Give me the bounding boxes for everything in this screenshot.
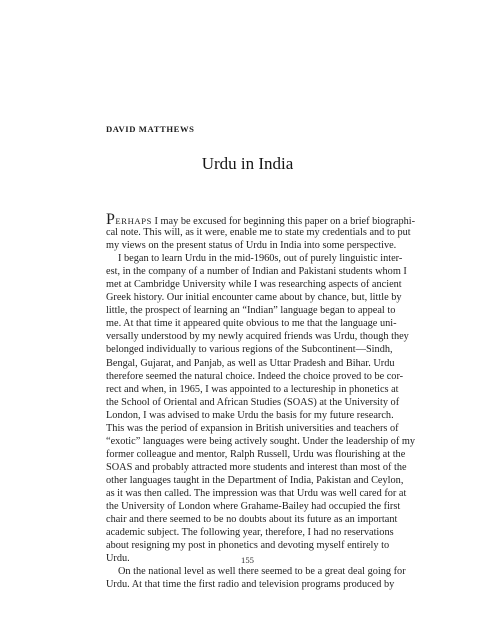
- body-line-25: academic subject. The following year, therefore, I had no reservations: [106, 527, 394, 539]
- body-line-5: est, in the company of a number of Indian and Pakistani students whom I: [106, 266, 407, 278]
- body-line-16: London, I was advised to make Urdu the basis for my future research.: [106, 409, 394, 421]
- body-line-29: Urdu. At that time the first radio and television programs produced by: [106, 579, 395, 591]
- page-number: 155: [241, 555, 254, 565]
- body-line-17: This was the period of expansion in British universities and teachers of: [106, 422, 399, 434]
- body-line-9: me. At that time it appeared quite obvious to me that the language uni-: [106, 318, 397, 330]
- body-line-10: versally understood by my newly acquired friends was Urdu, though they: [106, 331, 409, 343]
- body-line-1-text: I may be excused for beginning this paper on a brief biographi-: [151, 216, 416, 227]
- body-line-14: rect and when, in 1965, I was appointed to a lectureship in phonetics at: [106, 383, 399, 395]
- body-line-2: cal note. This will, as it were, enable me to state my credentials and to put: [106, 227, 411, 239]
- body-line-4: I began to learn Urdu in the mid-1960s, out of purely linguistic inter-: [118, 253, 403, 265]
- body-line-3: my views on the present status of Urdu in India into some perspective.: [106, 240, 397, 252]
- body-line-27: Urdu.: [106, 553, 130, 565]
- body-line-15: the School of Oriental and African Studies (SOAS) at the University of: [106, 396, 400, 408]
- body-line-13: therefore seemed the natural choice. Indeed the choice proved to be cor-: [106, 370, 404, 382]
- article-body: [106, 211, 416, 591]
- body-line-26: about resigning my post in phonetics and devoting myself entirely to: [106, 540, 390, 552]
- opening-initial: P: [106, 211, 116, 228]
- article-title: Urdu in India: [201, 154, 294, 173]
- body-line-11: belonged individually to various regions of the Subcontinent—Sindh,: [106, 344, 393, 356]
- body-line-12: Bengal, Gujarat, and Panjab, as well as Uttar Pradesh and Bihar. Urdu: [106, 357, 395, 369]
- body-line-18: “exotic” languages were being actively sought. Under the leadership of my: [106, 435, 416, 447]
- body-line-24: chair and there seemed to be no doubts about its future as an important: [106, 514, 398, 526]
- body-line-19: former colleague and mentor, Ralph Russell, Urdu was flourishing at the: [106, 448, 406, 460]
- opening-smallcaps: ERHAPS: [115, 216, 152, 226]
- body-line-7: Greek history. Our initial encounter came about by chance, but, little by: [106, 292, 402, 304]
- body-line-20: SOAS and probably attracted more students and interest than most of the: [106, 461, 407, 473]
- body-line-22: as it was then called. The impression was that Urdu was well cared for at: [106, 487, 407, 499]
- body-line-6: met at Cambridge University while I was researching aspects of ancient: [106, 279, 402, 291]
- body-line-21: other languages taught in the Department of India, Pakistan and Ceylon,: [106, 474, 404, 486]
- body-line-28: On the national level as well there seemed to be a great deal going for: [118, 566, 406, 578]
- author-name: DAVID MATTHEWS: [106, 124, 195, 134]
- body-line-23: the University of London where Grahame-Bailey had occupied the first: [106, 501, 401, 513]
- body-line-1: [106, 211, 416, 228]
- body-line-8: little, the prospect of learning an “Indian” language began to appeal to: [106, 305, 396, 317]
